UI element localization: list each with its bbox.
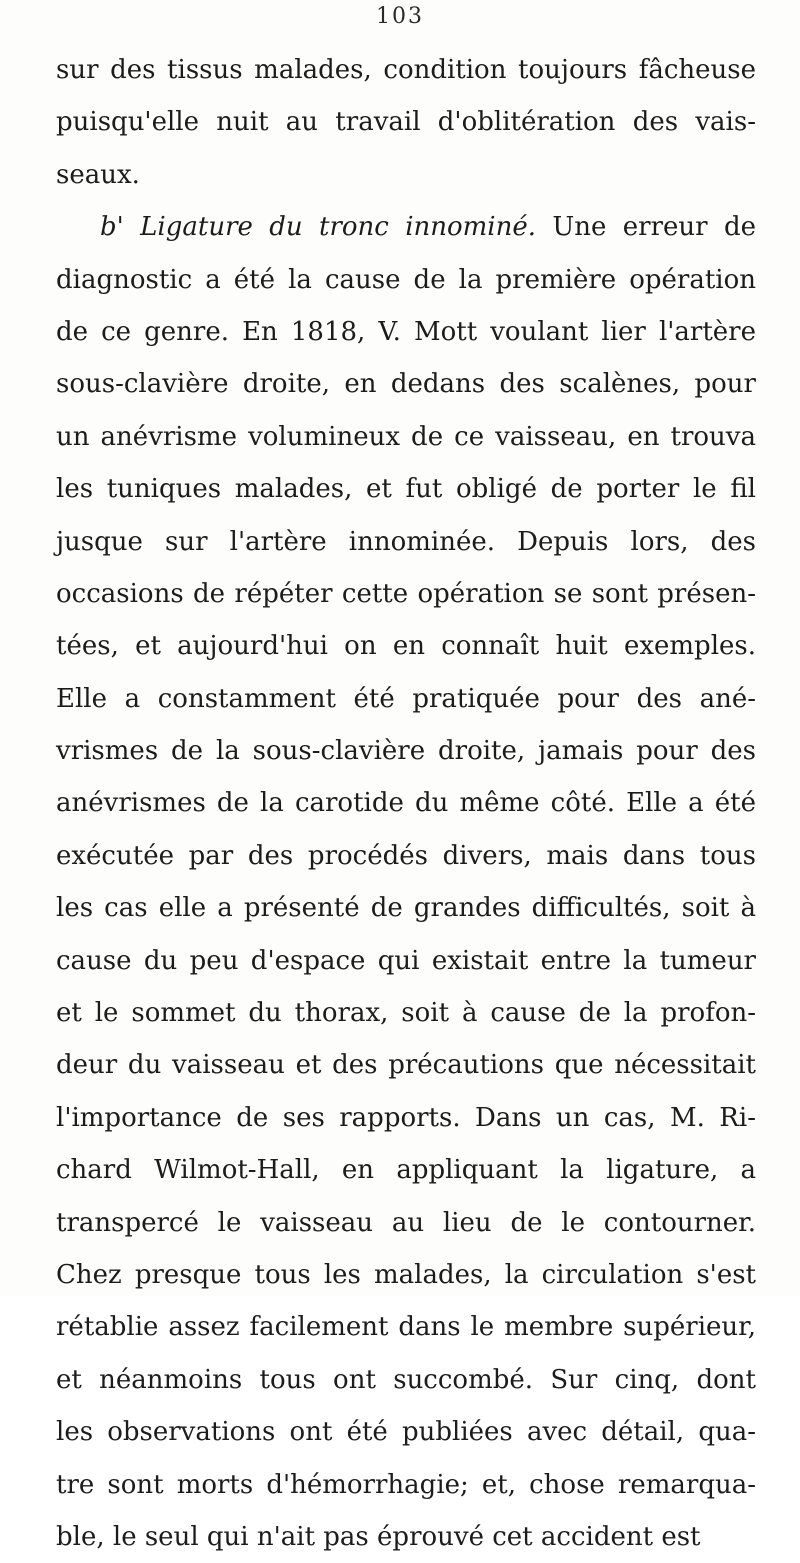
text-line: exécutée par des procédés divers, mais dans tous <box>56 840 756 871</box>
text-line: deur du vaisseau et des précautions que nécessitait <box>56 1050 756 1081</box>
text-line: tées, et aujourd'hui on en connaît huit exemples. <box>56 631 756 662</box>
section-marker: b' <box>100 212 124 243</box>
section-heading-continuation: Une erreur de <box>552 212 756 243</box>
text-line: les tuniques malades, et fut obligé de porter le fil <box>56 474 756 505</box>
text-line: anévrismes de la carotide du même côté. Elle a été <box>56 788 756 819</box>
text-line: diagnostic a été la cause de la première opération <box>56 264 756 295</box>
text-line: transpercé le vaisseau au lieu de le contourner. <box>56 1207 756 1238</box>
text-line: de ce genre. En 1818, V. Mott voulant lier l'artère <box>56 316 756 347</box>
page-number: 103 <box>376 4 424 29</box>
section-heading-line <box>56 201 756 253</box>
text-line: rétablie assez facilement dans le membre supérieur, <box>56 1312 756 1343</box>
section-title: Ligature du tronc innominé. <box>140 212 537 243</box>
text-line: un anévrisme volumineux de ce vaisseau, en trouva <box>56 421 756 452</box>
text-line: seaux. <box>56 159 140 190</box>
text-line: vrismes de la sous-clavière droite, jamais pour des <box>56 736 756 767</box>
text-line: Chez presque tous les malades, la circulation s'est <box>56 1259 756 1290</box>
text-line: les observations ont été publiées avec détail, qua- <box>56 1417 756 1448</box>
text-line: l'importance de ses rapports. Dans un cas, M. Ri- <box>56 1102 756 1133</box>
text-line: puisqu'elle nuit au travail d'oblitération des vais- <box>56 107 756 138</box>
text-line: jusque sur l'artère innominée. Depuis lors, des <box>56 526 756 557</box>
text-line: occasions de répéter cette opération se sont présen- <box>56 578 756 609</box>
text-line: cause du peu d'espace qui existait entre la tumeur <box>56 945 756 976</box>
text-line: Elle a constamment été pratiquée pour des ané- <box>56 683 756 714</box>
text-line: sur des tissus malades, condition toujours fâcheuse <box>56 55 756 85</box>
text-line: tre sont morts d'hémorrhagie; et, chose remarqua- <box>56 1469 756 1500</box>
text-line: sous-clavière droite, en dedans des scalènes, pour <box>56 369 756 400</box>
text-line: et néanmoins tous ont succombé. Sur cinq, dont <box>56 1364 756 1395</box>
text-line: les cas elle a présenté de grandes difficultés, soit à <box>56 893 756 924</box>
body-text <box>56 44 756 1563</box>
text-line: et le sommet du thorax, soit à cause de la profon- <box>56 998 756 1029</box>
text-line: chard Wilmot-Hall, en appliquant la ligature, a <box>56 1155 756 1186</box>
text-line: ble, le seul qui n'ait pas éprouvé cet accident est <box>56 1521 701 1552</box>
